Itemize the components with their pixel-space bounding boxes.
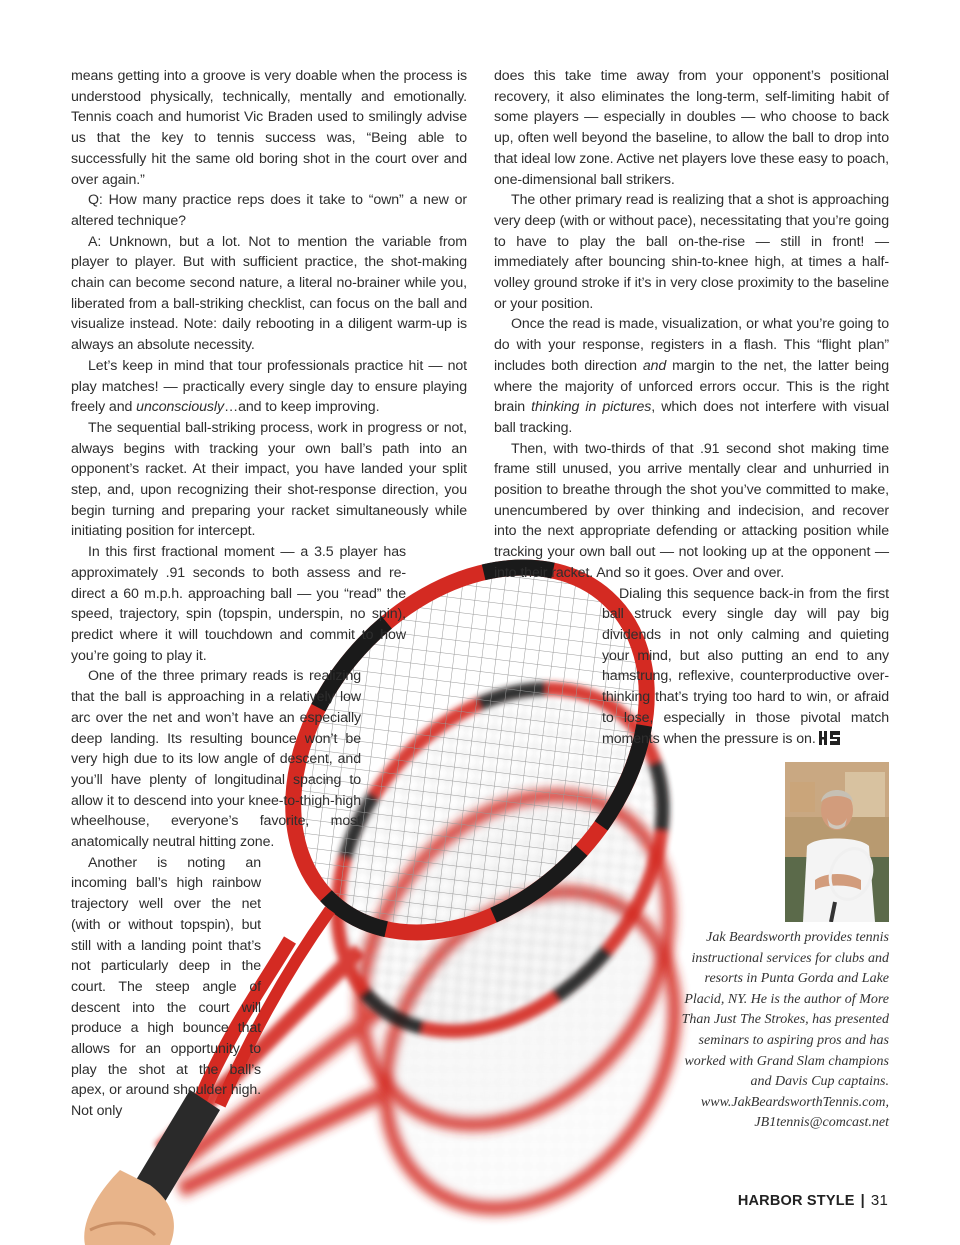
page-number: 31 — [870, 1192, 888, 1209]
left-column — [71, 66, 467, 1122]
author-bio-caption: Jak Beardsworth provides tennis instructional services for clubs and resorts in Punta Gorda and Lake Placid, NY. He is the author of More Than Just The Strokes, has presented seminars to aspiring pros and has worked with Grand Slam champions and Davis Cup captains. www.JakBeardsworthTennis.com, JB1tennis@comcast.net — [681, 930, 889, 1131]
left-paragraph-8: Another is noting an incoming ball’s high rainbow trajectory well over the net (with or without topspin), but still with a landing point that’s not particularly deep in the court. The steep angle of descent into the court will produce a high bounce that allows for an opportunity to play the shot at the ball’s apex, or around shoulder high. Not only — [71, 854, 261, 1120]
hs-logo-icon — [819, 731, 841, 745]
left-paragraph-5: The sequential ball-striking process, work in progress or not, always begins with tracking your own ball’s path into an opponent’s racket. At their impact, you have landed your split step, and, upon recognizing their shot-response direction, you begin turning and preparing your racket simultaneously while initiating position for intercept. — [71, 419, 467, 540]
left-paragraph-3: A: Unknown, but a lot. Not to mention the variable from player to player. But with sufficient practice, the shot-making chain can become second nature, a literal no-brainer while you, liberated from a ball-striking checklist, can focus on the ball and visualize instead. Note: daily rebooting in a diligent warm-up is always an absolute necessity. — [71, 233, 467, 354]
right-paragraph-3: Once the read is made, visualization, or what you’re going to do with your response, registers in a flash. This “flight plan” includes both direction and margin to the net, the latter being where the majority of unforced errors occur. This is the right brain thinking in pictures, which does not interfere with visual ball tracking. — [494, 316, 889, 436]
publication-name: HARBOR STYLE — [737, 1193, 855, 1209]
right-paragraph-4: Then, with two-thirds of that .91 second shot making time frame still unused, you arrive mentally clear and unhurried in position to breathe through the shot you’ve committed to make, unencumbered by over thinking and indecision, and recover into the next appropriate defending or attacking position while tracking your own ball out — not looking up at the opponent — into their racket. And so it goes. Over and over. — [494, 440, 889, 581]
left-paragraph-2: Q: How many practice reps does it take to “own” a new or altered technique? — [71, 192, 467, 229]
left-paragraph-4: Let’s keep in mind that tour professionals practice hit — not play matches! — practically every single day to ensure playing freely and unconsciously…and to keep improving. — [71, 357, 467, 416]
right-paragraph-2: The other primary read is realizing that a shot is approaching very deep (with or without pace), necessitating that you’re going to have to play the ball on-the-rise — still in front! — immediately after bouncing shin-to-knee high, at times a half-volley ground stroke if it’s in very close proximity to the baseline or your position. — [494, 192, 889, 312]
author-portrait — [785, 762, 889, 922]
page-footer — [738, 1192, 888, 1209]
left-paragraph-7: One of the three primary reads is realizing that the ball is approaching in a relatively low arc over the net and won’t have an especially deep landing. Its resulting bounce won’t be very high due to its low angle of descent, and you’ll have plenty of longitudinal spacing to allow it to descend into your knee-to-thigh-high wheelhouse, everyone’s favorite, most anatomically neutral hitting zone. — [71, 668, 361, 851]
right-column — [494, 66, 889, 749]
left-paragraph-6: In this first fractional moment — a 3.5 player has approximately .91 seconds to both assess and re-direct a 60 m.p.h. approaching ball — you “read” the speed, trajectory, spin (topspin, underspin, no spin), predict where it will touchdown and commit to how you’re going to play it. — [71, 544, 406, 664]
footer-separator: | — [860, 1193, 865, 1209]
right-paragraph-5: Dialing this sequence back-in from the first ball struck every single day will pay big dividends in not only calming and quieting your mind, but also putting an end to any hamstrung, reflexive, counterproductive over-thinking that’s trying too hard to win, or afraid to lose, especially in those pivotal match moments when the pressure is on. — [602, 585, 889, 747]
left-paragraph-1: means getting into a groove is very doable when the process is understood physically, technically, mentally and emotionally. Tennis coach and humorist Vic Braden used to smilingly advise us that the key to tennis success was, “Being able to successfully hit the same old boring shot in the court over and over again.” — [71, 68, 467, 188]
right-paragraph-1: does this take time away from your opponent’s positional recovery, it also eliminates the long-term, self-limiting habit of some players — especially in doubles — who choose to back up, often well beyond the baseline, to allow the ball to drop into that ideal low zone. Active net players love these easy to poach, one-dimensional ball strikers. — [494, 68, 889, 188]
